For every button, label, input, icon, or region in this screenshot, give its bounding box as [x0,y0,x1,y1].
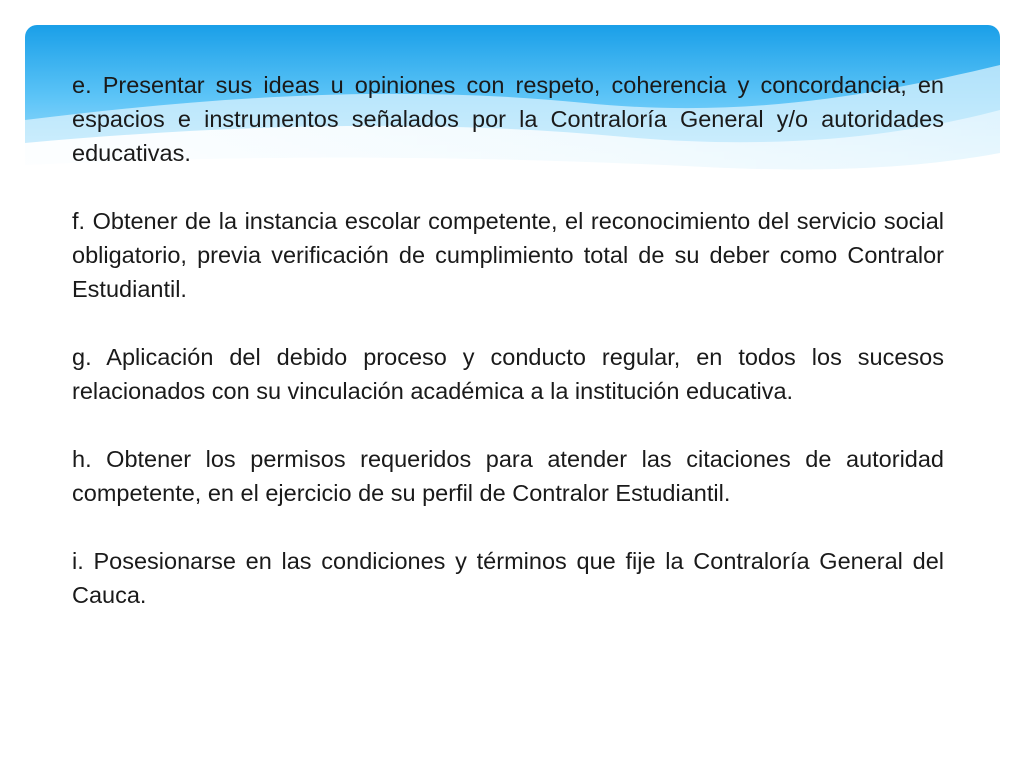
slide-body [72,68,944,612]
paragraph-i: i. Posesionarse en las condiciones y términos que fije la Contraloría General del Cauca. [72,548,944,608]
paragraph-g: g. Aplicación del debido proceso y conducto regular, en todos los sucesos relacionados con su vinculación académica a la institución educativa. [72,344,944,404]
paragraph-e: e. Presentar sus ideas u opiniones con respeto, coherencia y concordancia; en espacios e instrumentos señalados por la Contraloría General y/o autoridades educativas. [72,72,944,166]
paragraph-h: h. Obtener los permisos requeridos para atender las citaciones de autoridad competente, en el ejercicio de su perfil de Contralor Estudiantil. [72,446,944,506]
paragraph-f: f. Obtener de la instancia escolar competente, el reconocimiento del servicio social obligatorio, previa verificación de cumplimiento total de su deber como Contralor Estudiantil. [72,208,944,302]
